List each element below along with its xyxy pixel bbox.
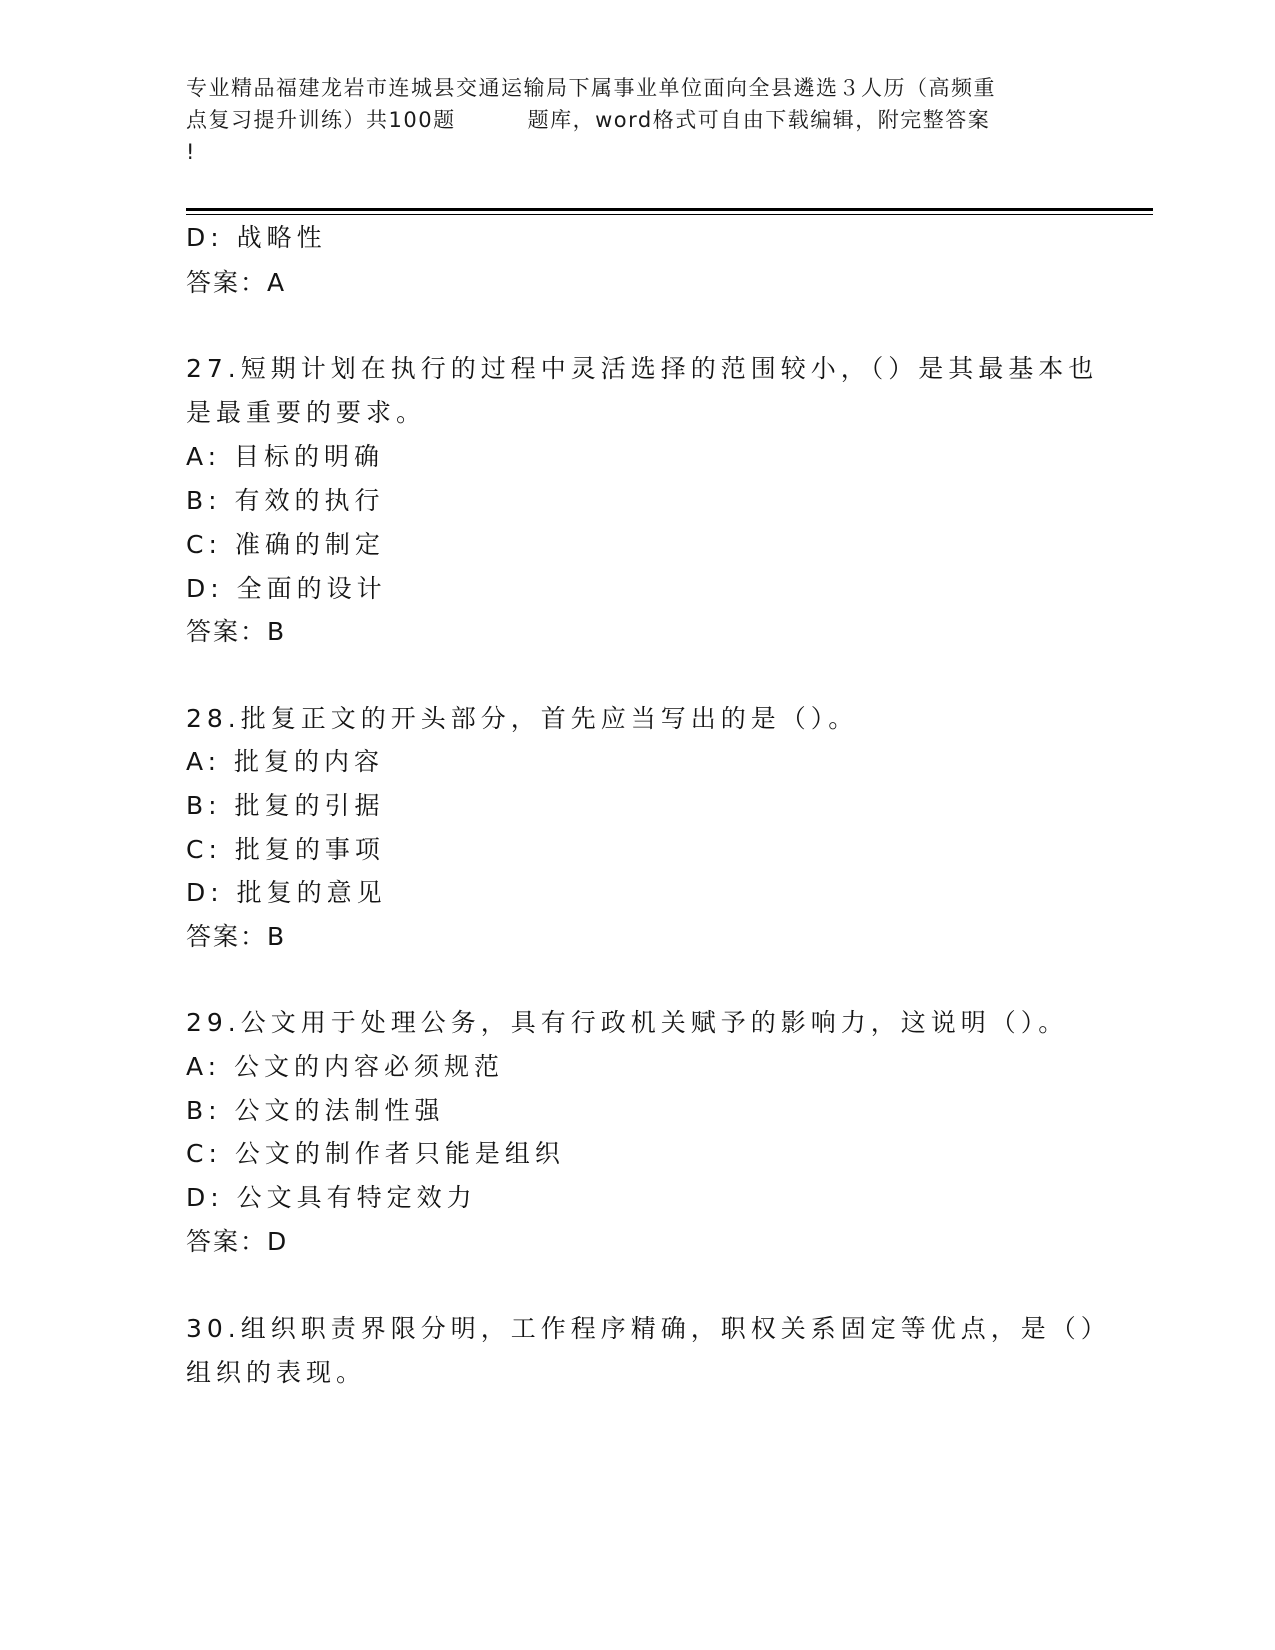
q29-option-b: B: 公文的法制性强 — [186, 1096, 445, 1125]
header-line-1: 专业精品福建龙岩市连城县交通运输局下属事业单位面向全县遴选３人历（高频重 — [186, 76, 996, 100]
q29-option-a: A: 公文的内容必须规范 — [186, 1052, 505, 1081]
header-line-2-part-1: 点复习提升训练）共100题 — [186, 108, 456, 132]
q27-option-a: A: 目标的明确 — [186, 442, 385, 471]
q27-option-c: C: 准确的制定 — [186, 530, 385, 559]
q27-stem-line-2: 是最重要的要求。 — [186, 398, 427, 427]
prev-option-d: D: 战略性 — [186, 223, 327, 252]
q28-stem: 28.批复正文的开头部分，首先应当写出的是（）。 — [186, 704, 859, 733]
q29-stem: 29.公文用于处理公务，具有行政机关赋予的影响力，这说明（）。 — [186, 1008, 1069, 1037]
q29-option-c: C: 公文的制作者只能是组织 — [186, 1139, 565, 1168]
q28-answer: 答案：B — [186, 922, 287, 951]
document-header — [186, 72, 1086, 168]
q28-option-c: C: 批复的事项 — [186, 835, 385, 864]
header-line-2-part-2: 题库，word格式可自由下载编辑，附完整答案 — [527, 108, 991, 132]
q29-answer: 答案：D — [186, 1227, 289, 1256]
q27-option-d: D: 全面的设计 — [186, 574, 387, 603]
header-rule-thin — [186, 214, 1153, 215]
q27-answer: 答案：B — [186, 617, 287, 646]
q28-option-a: A: 批复的内容 — [186, 747, 385, 776]
header-line-3: ! — [186, 140, 196, 164]
q28-option-d: D: 批复的意见 — [186, 878, 387, 907]
q27-option-b: B: 有效的执行 — [186, 486, 385, 515]
header-line-2 — [186, 104, 1086, 136]
header-rule-thick — [186, 208, 1153, 211]
prev-answer: 答案：A — [186, 268, 287, 297]
q30-stem-line-2: 组织的表现。 — [186, 1358, 367, 1387]
q27-stem-line-1: 27.短期计划在执行的过程中灵活选择的范围较小，（）是其最基本也 — [186, 354, 1099, 383]
q29-option-d: D: 公文具有特定效力 — [186, 1183, 477, 1212]
q30-stem-line-1: 30.组织职责界限分明，工作程序精确，职权关系固定等优点，是（） — [186, 1314, 1111, 1343]
q28-option-b: B: 批复的引据 — [186, 791, 385, 820]
